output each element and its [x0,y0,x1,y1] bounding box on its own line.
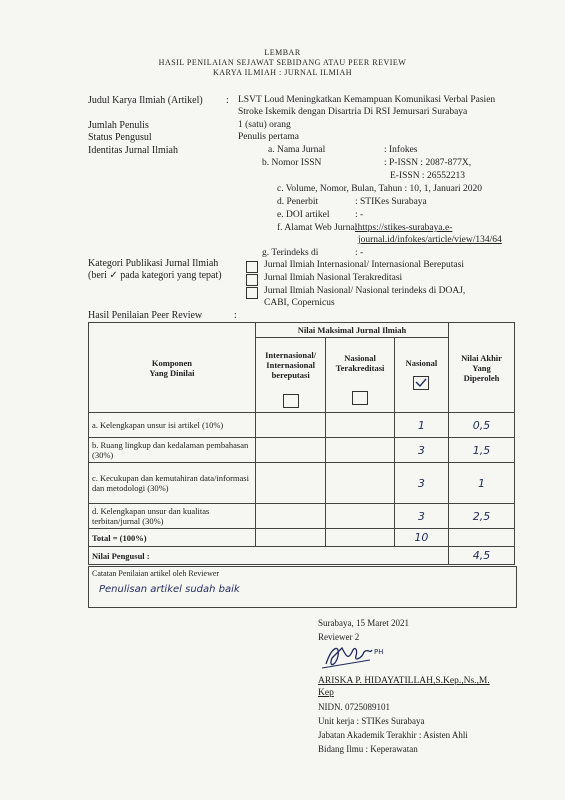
jumlah-penulis-value: 1 (satu) orang [238,120,291,130]
place-date: Surabaya, 15 Maret 2021 [318,618,409,628]
kategori-label-1: Kategori Publikasi Jurnal Ilmiah [88,258,219,269]
komponen-header: Komponen Yang Dinilai [89,323,256,413]
nilai-maksimal-header: Nilai Maksimal Jurnal Ilmiah [255,323,448,338]
col-internasional-label: Internasional/ Internasional bereputasi [265,350,317,380]
status-pengusul-value: Penulis pertama [238,132,299,142]
total-nas: 10 [394,529,448,547]
col-nasional-terakreditasi-box[interactable] [352,391,368,405]
nilai-pengusul-label: Nilai Pengusul : [89,547,449,565]
doi-value: : - [355,210,364,220]
nilai-pengusul-row [89,547,515,565]
checkbox-nasional-terakreditasi[interactable] [246,274,258,286]
row-a-nas: 1 [394,413,448,438]
nama-jurnal-value: : Infokes [384,145,418,155]
row-b-nas-akr [326,438,394,463]
unit-kerja: Unit kerja : STIKes Surabaya [318,716,425,726]
kategori-opt1: Jurnal Ilmiah Internasional/ Internasional Bereputasi [264,260,464,270]
score-table [88,322,515,565]
checkbox-nasional[interactable] [246,287,258,299]
col-nasional [394,338,448,413]
total-label: Total = (100%) [89,529,256,547]
row-b-nas: 3 [394,438,448,463]
svg-text:PH: PH [374,648,384,656]
penerbit-label: d. Penerbit [277,197,319,207]
row-d-akhir: 2,5 [449,504,515,529]
table-row [89,463,515,504]
table-row [89,438,515,463]
kategori-opt3-2: CABI, Copernicus [264,298,335,308]
terindeks-value: : - [355,248,364,258]
catatan-box [88,566,517,608]
signature-image [318,638,398,672]
nidn: NIDN. 0725089101 [318,702,390,712]
row-a-akhir: 0,5 [449,413,515,438]
checkbox-internasional[interactable] [246,261,258,273]
judul-label: Judul Karya Ilmiah (Artikel) [88,95,203,106]
reviewer-label: Reviewer 2 [318,632,360,642]
row-d-nas-akr [326,504,394,529]
row-d-komponen: d. Kelengkapan unsur dan kualitas terbitan/jurnal (30%) [89,504,256,529]
reviewer-name-2: Kep [318,688,334,698]
doc-title-line1: LEMBAR [264,48,301,57]
issn-value-1: : P-ISSN : 2087-877X, [384,158,472,168]
doi-label: e. DOI artikel [277,210,330,220]
row-c-int [255,463,325,504]
issn-value-2: E-ISSN : 26552213 [390,171,465,181]
jumlah-penulis-label: Jumlah Penulis [88,120,149,131]
total-akhir [449,529,515,547]
catatan-label: Catatan Penilaian artikel oleh Reviewer [92,569,220,578]
judul-value-2: Stroke Iskemik dengan Disartria Di RSI Jemursari Surabaya [238,107,468,117]
col-nasional-label: Nasional [405,358,438,368]
check-icon [414,377,428,389]
issn-label: b. Nomor ISSN [262,158,322,168]
reviewer-name: ARISKA P. HIDAYATILLAH,S.Kep.,Ns.,M. [318,676,490,686]
col-nasional-terakreditasi-label: Nasional Terakreditasi [335,353,385,373]
col-nasional-terakreditasi [326,338,394,413]
hasil-colon: : [234,310,237,321]
status-pengusul-label: Status Pengusul [88,132,152,143]
table-row [89,504,515,529]
nilai-akhir-header: Nilai Akhir Yang Diperoleh [449,323,515,413]
row-a-komponen: a. Kelengkapan unsur isi artikel (10%) [89,413,256,438]
row-a-int [255,413,325,438]
row-d-int [255,504,325,529]
jabatan: Jabatan Akademik Terakhir : Asisten Ahli [318,730,468,740]
web-label: f. Alamat Web Jurnal [277,223,358,233]
identitas-label: Identitas Jurnal Ilmiah [88,145,178,156]
kategori-label-2: (beri ✓ pada kategori yang tepat) [88,270,222,281]
total-row [89,529,515,547]
kategori-opt2: Jurnal Ilmiah Nasional Terakreditasi [264,273,403,283]
row-b-komponen: b. Ruang lingkup dan kedalaman pembahasan (30%) [89,438,256,463]
row-c-komponen: c. Kecukupan dan kemutahiran data/informasi dan metodologi (30%) [89,463,256,504]
web-link-1[interactable]: :https://stikes-surabaya.e- [355,223,453,233]
judul-value-1: LSVT Loud Meningkatkan Kemampuan Komunikasi Verbal Pasien [238,95,496,105]
row-c-akhir: 1 [449,463,515,504]
doc-title-line2: HASIL PENILAIAN SEJAWAT SEBIDANG ATAU PEER REVIEW [158,58,407,67]
nama-jurnal-label: a. Nama Jurnal [268,145,326,155]
col-nasional-box[interactable] [413,376,429,390]
row-b-int [255,438,325,463]
judul-colon: : [226,95,229,106]
doc-title-line3: KARYA ILMIAH : JURNAL ILMIAH [212,68,353,77]
volume-line: c. Volume, Nomor, Bulan, Tahun : 10, 1, Januari 2020 [277,184,483,194]
total-nas-akr [326,529,394,547]
hasil-penilaian-label: Hasil Penilaian Peer Review [88,310,203,321]
catatan-text: Penulisan artikel sudah baik [99,584,240,595]
penerbit-value: : STIKes Surabaya [355,197,427,207]
kategori-opt3-1: Jurnal Ilmiah Nasional/ Nasional terindeks di DOAJ, [264,286,466,296]
row-b-akhir: 1,5 [449,438,515,463]
web-link-2[interactable]: journal.id/infokes/article/view/134/64 [358,235,502,245]
row-a-nas-akr [326,413,394,438]
col-internasional-box[interactable] [283,394,299,408]
total-int [255,529,325,547]
terindeks-label: g. Terindeks di [262,248,319,258]
row-c-nas-akr [326,463,394,504]
col-internasional [255,338,325,413]
bidang-ilmu: Bidang Ilmu : Keperawatan [318,744,418,754]
row-d-nas: 3 [394,504,448,529]
nilai-pengusul-value: 4,5 [449,547,515,565]
table-row [89,413,515,438]
row-c-nas: 3 [394,463,448,504]
